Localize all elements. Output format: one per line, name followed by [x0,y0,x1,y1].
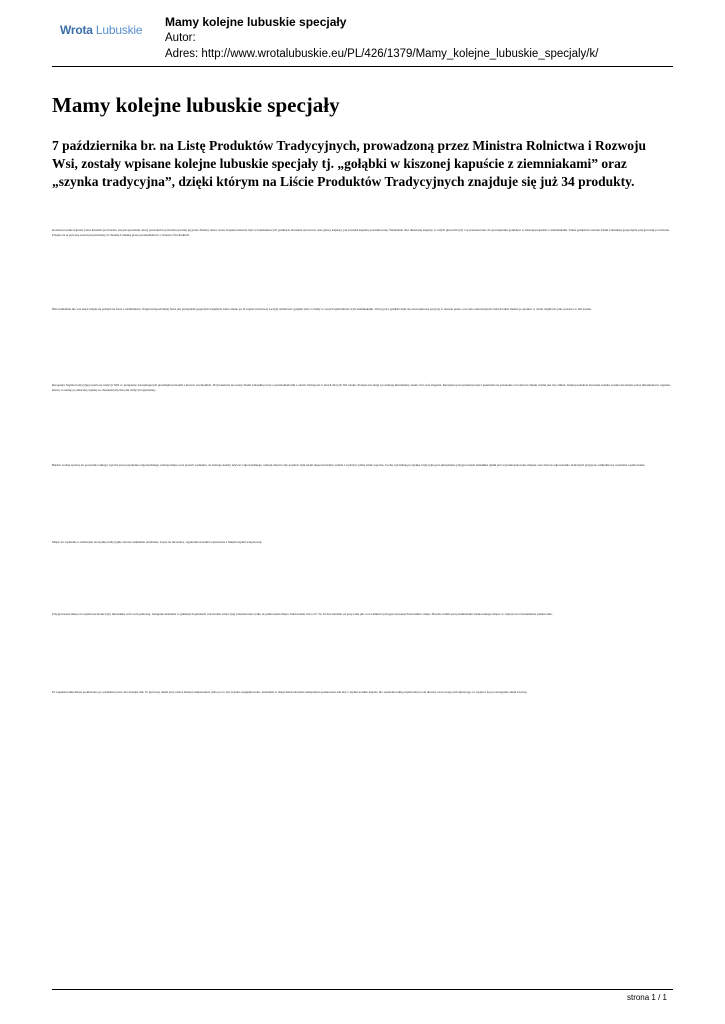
article-paragraph-6: Przygotowane mięso na szynki nacierane były mieszanką soli i soli peklowej, następnie układane w glinianych garnkach warstwami, które były przeznaczone tylko do peklowania mięsa. Peklowanie trwa od 7 do 10 dni zależnie od pory roku jak i od wielkości przygotowywanych kawałków mięsa. Bardzo ważne jest przekładanie leżakowanego mięsa co wpływa na równomierne peklowanie. [52,612,553,616]
article-title: Mamy kolejne lubuskie specjały [52,93,340,117]
article-lead: 7 października br. na Listę Produktów Tradycyjnych, prowadzoną przez Ministra Rolnictwa i Rozwoju Wsi, zostały wpisane kolejne lubuskie specjały tj. „gołąbki w kiszonej kapuście z ziemniakami” oraz „szynka tradycyjna”, dzięki którym na Liście Produktów Tradycyjnych znajduje się już 34 produkty. [52,138,647,189]
header-title: Mamy kolejne lubuskie specjały [165,15,347,29]
document-header [52,14,672,66]
article-paragraph-5: Mięso na wędzenie z rozbierane na szynkę tradycyjnie zawsze dokładnie obrabiane, ścięte na mowelice, regularnie kawałki wykrawane z mięśni szynki wieprzowej. [52,540,263,544]
article-paragraph-1: Konserwowanie kapusty przez kiszenie jest bardzo starym sposobem, który pozwalał na przechowywanie jej przez dłuższy okres czasu. Kapusta kiszona była w kamionkowych garnkach. Kiszenie surowców oraz głowy kapusty, jak również kapustą poszatkowaną. Wkładanie liści ukiszonej kapusty w całych głowach były i są przeznaczone do sporządzania gołąbków w kiszonej kapuście z ziemniakami. Także gołąbki na terenie Ziemi Lubuskiej gospodynie przygotowują od dawna. Przepis na tę potrawę został przywieziony na Ziemię Lubuską przez przesiedleńców z Kresów Wschodnich. [52,228,670,237]
article-paragraph-4: Bardzo ważną sprawą do powstania takiego wyrobu jest pozyskanie odpowiedniego rodzaju mięsa oraz sposób wędzenia, do którego należy używać odpowiedniego rodzaju drewna aby uzyskać dym nadal niepowtarzalny aromat i wydobyć pełny smak wyrobu. Cechą wyróżniającą szynkę tradycyjną jest skrupulatne przygotowanie składnika jakim jest wyselekcjonowane mięsne oraz doboru odpowiednio dobranych przypraw, kilkudniowe wędzenie i peklowanie. [52,463,646,467]
logo-text-main: Wrota [60,23,93,37]
article-paragraph-3: Receptura Szynki tradycyjnej oparta na tradycji XIX w. przepisów zarządzających przedsiębiorstwami z kresów wschodnich. Przywieziona na tereny Ziemi Lubuskiej wraz z przesiedleńcami z okolic Tarnopola w latach 40-tych XX wieku. Przepis ten znają i powielają mieszkańcy okolic Żar oraz Żagania. Receptura jest przekazywana z pokolenia na pokolenie od wielu lat dzięki czemu jest bez zmian, dzięki produkcie słowenia szynka została doceniona przez mieszkańców regionu, którzy to uznają tę smaczną szynkę za charakterystyczną dla tradycji regionalnej. [52,383,671,392]
header-meta [165,14,598,62]
page-number: strona 1 / 1 [626,993,667,1002]
header-author: Autor: [165,32,196,44]
header-address: Adres: http://www.wrotalubuskie.eu/PL/426/1379/Mamy_kolejne_lubuskie_specjaly/k/ [165,48,599,60]
wrota-lubuskie-logo [60,23,142,37]
header-divider [52,66,673,67]
footer-divider [52,989,673,990]
article-paragraph-2: Nikt dokładnie nie wie skąd wzięła się pomysł na farsz z ziemniaków. Najprawdopodobniej farsz jest pomysłem gospodyń wiejskich, które znane po II wojnie światowej zaczęły nadziewać gołąbki tym co miały w swoich spiżarniach czyli ziemniakami. Od tej pory gołąbki stały się obowiązkową pozycją w okresie postu, a na suto zastawionych stołach także można je spotkać w wielu wigiliach, jako potrawa w dni postne. [52,307,592,311]
article-paragraph-7: Po zapeklowaniu mięsa poddawano go wędzeniu przez dwa kolejne dni. W pierwszy dzień przy zaleca niższej temperaturze tylko po to aby szynka osiągnęła kolor, natomiast w drugi dzień znacznie temperatura podnoszona tak aby z szynki uciekło kapało. Do wędzenia takiej szynki używa się drewna owocowego lub dębowego co wpływa na jej szczególny smak i barwę. [52,690,528,694]
logo-text-light: Lubuskie [95,23,143,37]
